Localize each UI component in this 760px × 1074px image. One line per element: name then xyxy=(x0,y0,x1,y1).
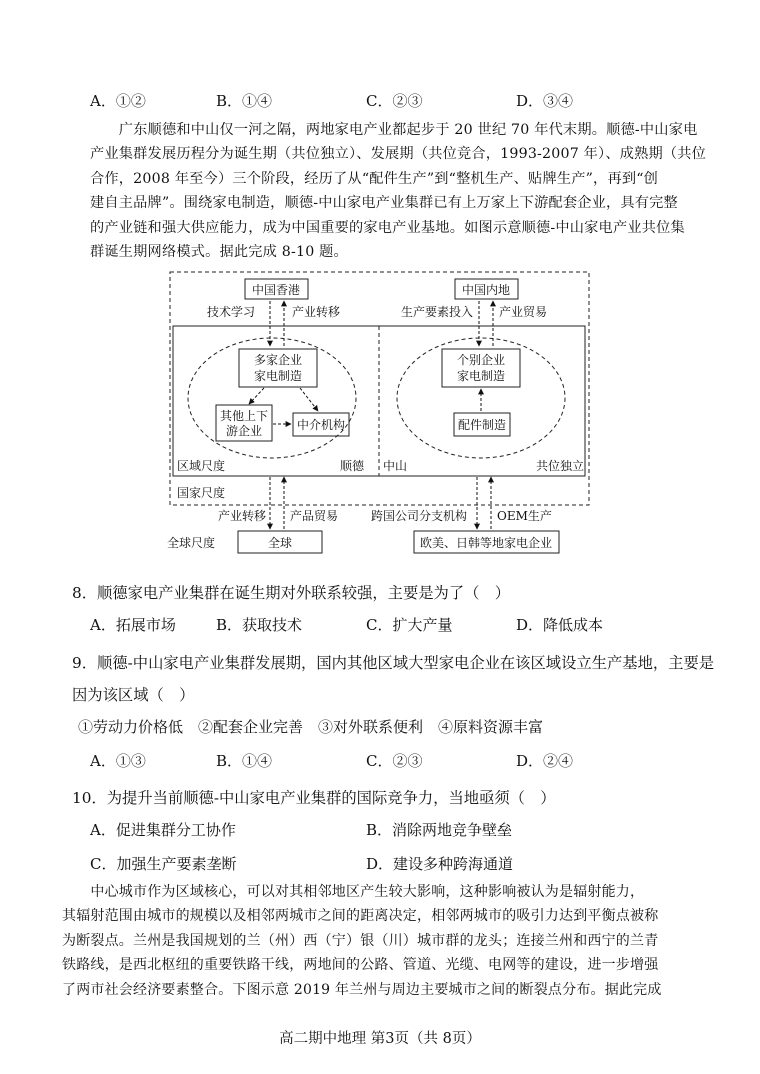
parts-label: 配件制造 xyxy=(457,418,507,432)
q10-option-b: B．消除两地竞争壁垒 xyxy=(366,821,513,839)
passage-2-line: 铁路线，是西北枢纽的重要铁路干线，两地间的公路、管道、光缆、电网等的建设，进一步增强 xyxy=(62,957,659,974)
factor-input-label: 生产要素投入 xyxy=(401,305,474,319)
passage-2-line: 为断裂点。兰州是我国规划的兰（州）西（宁）银（川）城市群的龙头；连接兰州和西宁的兰青 xyxy=(62,932,659,949)
product-trade-label: 产品贸易 xyxy=(290,509,339,523)
global-scale-label: 全球尺度 xyxy=(167,536,216,550)
q8-option-a: A．拓展市场 xyxy=(90,616,176,634)
passage-2-line: 其辐射范围由城市的规模以及相邻两城市之间的距离决定，相邻两城市的吸引力达到平衡点被称 xyxy=(62,908,659,925)
single-firm-label-2: 家电制造 xyxy=(456,369,506,383)
passage-2 xyxy=(62,880,702,1002)
hk-label: 中国香港 xyxy=(251,283,301,297)
passage-1-line: 广东顺德和中山仅一河之隔，两地家电产业都起步于 20 世纪 70 年代末期。顺德-中山家电 xyxy=(90,122,698,138)
regional-scale-label: 区域尺度 xyxy=(177,459,226,473)
option-b-top: B．①④ xyxy=(216,92,273,110)
q10-option-a: A．促进集群分工协作 xyxy=(90,821,236,839)
passage-1-line: 产业集群发展历程分为诞生期（共位独立）、发展期（共位竞合，1993-2007 年）、成熟期（共位 xyxy=(90,146,707,163)
passage-1-line: 建自主品牌”。围绕家电制造，顺德-中山家电产业集群已有上万家上下游配套企业，具有完整 xyxy=(90,195,678,212)
q9-option-b: B．①④ xyxy=(216,752,273,770)
question-9-stem: 9．顺德-中山家电产业集群发展期，国内其他区域大型家电企业在该区域设立生产基地，主要是 xyxy=(72,654,715,672)
oem-label: OEM生产 xyxy=(497,509,552,523)
question-8-stem: 8．顺德家电产业集群在诞生期对外联系较强，主要是为了（ ） xyxy=(72,584,511,602)
industry-trade-label: 产业贸易 xyxy=(499,305,548,319)
intermediary-label: 中介机构 xyxy=(296,418,346,432)
q10-option-d: D．建设多种跨海通道 xyxy=(366,855,514,873)
foreign-firms-label: 欧美、日韩等地家电企业 xyxy=(419,536,553,550)
tech-learning-label: 技术学习 xyxy=(207,305,256,319)
option-c-top: C．②③ xyxy=(366,92,423,110)
coloc-label: 共位独立 xyxy=(536,459,585,473)
q8-option-b: B．获取技术 xyxy=(216,616,303,634)
passage-1-line: 群诞生期网络模式。据此完成 8-10 题。 xyxy=(90,244,348,261)
page-footer: 高二期中地理 第3页（共 8页） xyxy=(279,1031,481,1047)
q9-option-c: C．②③ xyxy=(366,752,423,770)
option-d-top: D．③④ xyxy=(516,92,574,110)
industry-transfer-bottom-label: 产业转移 xyxy=(218,509,267,523)
question-10-stem: 10．为提升当前顺德-中山家电产业集群的国际竞争力，当地亟须（ ） xyxy=(72,789,556,807)
other-firms-label-2: 游企业 xyxy=(225,424,263,438)
mnc-branch-label: 跨国公司分支机构 xyxy=(371,509,468,523)
q8-option-c: C．扩大产量 xyxy=(366,616,453,634)
single-firm-label-1: 个别企业 xyxy=(456,353,506,367)
other-firms-label-1: 其他上下 xyxy=(219,409,269,423)
mainland-label: 中国内地 xyxy=(461,283,511,297)
q9-option-d: D．②④ xyxy=(516,752,574,770)
shunde-label: 顺德 xyxy=(340,459,365,473)
passage-1-line: 的产业链和强大供应能力，成为中国重要的家电产业基地。如图示意顺德-中山家电产业共位集 xyxy=(90,219,685,236)
national-scale-label: 国家尺度 xyxy=(177,486,226,500)
passage-1-line: 合作，2008 年至今）三个阶段，经历了从“配件生产”到“整机生产、贴牌生产”，再到“创 xyxy=(90,170,659,187)
multi-firms-label-1: 多家企业 xyxy=(253,353,303,367)
q9-option-a: A．①③ xyxy=(90,752,146,770)
multi-firms-label-2: 家电制造 xyxy=(253,369,303,383)
q8-option-d: D．降低成本 xyxy=(516,616,604,634)
option-a-top: A．①② xyxy=(90,92,146,110)
passage-2-line: 了两市社会经济要素整合。下图示意 2019 年兰州与周边主要城市之间的断裂点分布。据此完成 xyxy=(62,981,662,998)
zhongshan-label: 中山 xyxy=(383,459,408,473)
q9-items: ①劳动力价格低 ②配套企业完善 ③对外联系便利 ④原料资源丰富 xyxy=(78,718,544,736)
global-label: 全球 xyxy=(267,536,293,550)
question-9-stem-cont: 因为该区域（ ） xyxy=(72,686,195,704)
industry-transfer-top-label: 产业转移 xyxy=(292,305,341,319)
passage-2-line: 中心城市作为区域核心，可以对其相邻地区产生较大影响，这种影响被认为是辐射能力， xyxy=(62,884,645,900)
q10-option-c: C．加强生产要素垄断 xyxy=(90,855,237,873)
